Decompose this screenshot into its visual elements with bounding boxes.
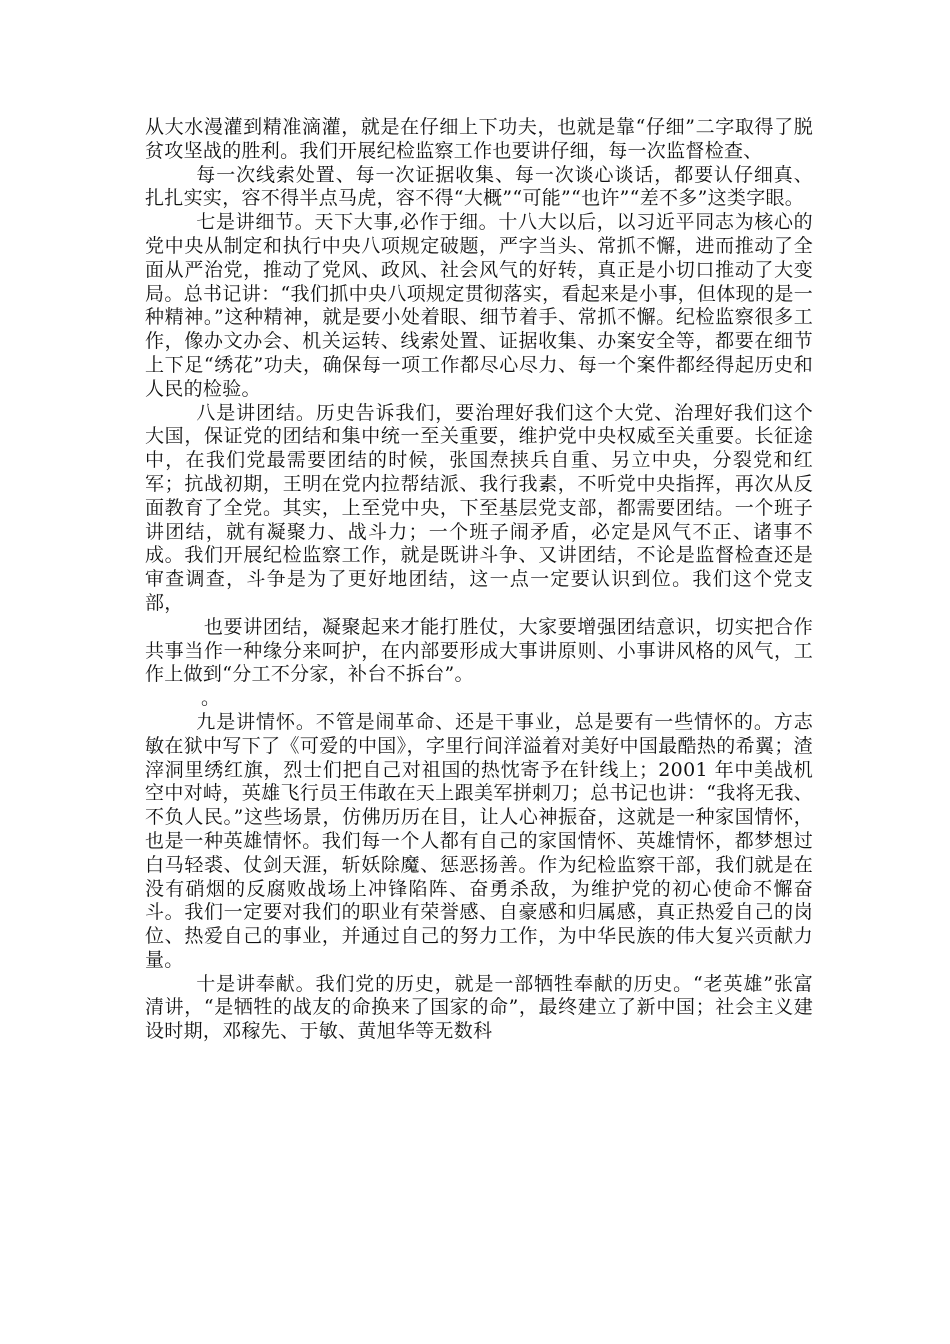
stray-punctuation: 。 xyxy=(201,687,221,710)
paragraph-inspection: 每一次线索处置、每一次证据收集、每一次谈心谈话，都要认仔细真、扎扎实实，容不得半点马虎，容不得“大概”“可能”“也许”“差不多”这类字眼。 xyxy=(145,163,813,210)
paragraph-unity-continued: 也要讲团结，凝聚起来才能打胜仗，大家要增强团结意识，切实把合作共事当作一种缘分来呵护，在内部要形成大事讲原则、小事讲风格的风气，工作上做到“分工不分家，补台不拆台”。 xyxy=(145,615,813,686)
paragraph-continuation: 从大水漫灌到精准滴灌，就是在仔细上下功夫，也就是靠“仔细”二字取得了脱贫攻坚战的胜利。我们开展纪检监察工作也要讲仔细，每一次监督检查、 xyxy=(145,116,813,162)
paragraph-nine-sentiment: 九是讲情怀。不管是闹革命、还是干事业，总是要有一些情怀的。方志敏在狱中写下了《可爱的中国》，字里行间洋溢着对美好中国最酷热的希翼；渣滓洞里绣红旗，烈士们把自己对祖国的热忱寄予在针线上；2001 年中美战机空中对峙，英雄飞行员王伟敢在天上跟美军拼刺刀；总书记也讲：“我将无我、不负人民。”这些场景，仿佛历历在目，让人心神振奋，这就是一种家国情怀，也是一种英雄情怀。我们每一个人都有自己的家国情怀、英雄情怀，都梦想过白马轻裘、仗剑天涯，斩妖除魔、惩恶扬善。作为纪检监察干部，我们就是在没有硝烟的反腐败战场上冲锋陷阵、奋勇杀敌，为维护党的初心使命不懈奋斗。我们一定要对我们的职业有荣誉感、自豪感和归属感，真正热爱自己的岗位、热爱自己的事业，并通过自己的努力工作，为中华民族的伟大复兴贡献力量。 xyxy=(145,710,813,971)
document-body xyxy=(145,116,813,1044)
paragraph-ten-dedication: 十是讲奉献。我们党的历史，就是一部牺牲奉献的历史。“老英雄”张富清讲，“是牺牲的战友的命换来了国家的命”，最终建立了新中国；社会主义建设时期，邓稼先、于敏、黄旭华等无数科 xyxy=(145,972,813,1043)
paragraph-seven-details: 七是讲细节。天下大事,必作于细。十八大以后，以习近平同志为核心的党中央从制定和执行中央八项规定破题，严字当头、常抓不懈，进而推动了全面从严治党，推动了党风、政风、社会风气的好转，真正是小切口推动了大变局。总书记讲：“我们抓中央八项规定贯彻落实，看起来是小事，但体现的是一种精神。”这种精神，就是要小处着眼、细节着手、常抓不懈。纪检监察很多工作，像办文办会、机关运转、线索处置、证据收集、办案安全等，都要在细节上下足“绣花”功夫，确保每一项工作都尽心尽力、每一个案件都经得起历史和人民的检验。 xyxy=(145,211,813,400)
paragraph-eight-unity: 八是讲团结。历史告诉我们，要治理好我们这个大党、治理好我们这个大国，保证党的团结和集中统一至关重要，维护党中央权威至关重要。长征途中，在我们党最需要团结的时候，张国焘挟兵自重、另立中央，分裂党和红军；抗战初期，王明在党内拉帮结派、我行我素，不听党中央指挥，再次从反面教育了全党。其实，上至党中央，下至基层党支部，都需要团结。一个班子讲团结，就有凝聚力、战斗力；一个班子闹矛盾，必定是风气不正、诸事不成。我们开展纪检监察工作，就是既讲斗争、又讲团结，不论是监督检查还是审查调查，斗争是为了更好地团结，这一点一定要认识到位。我们这个党支部， xyxy=(145,401,813,614)
